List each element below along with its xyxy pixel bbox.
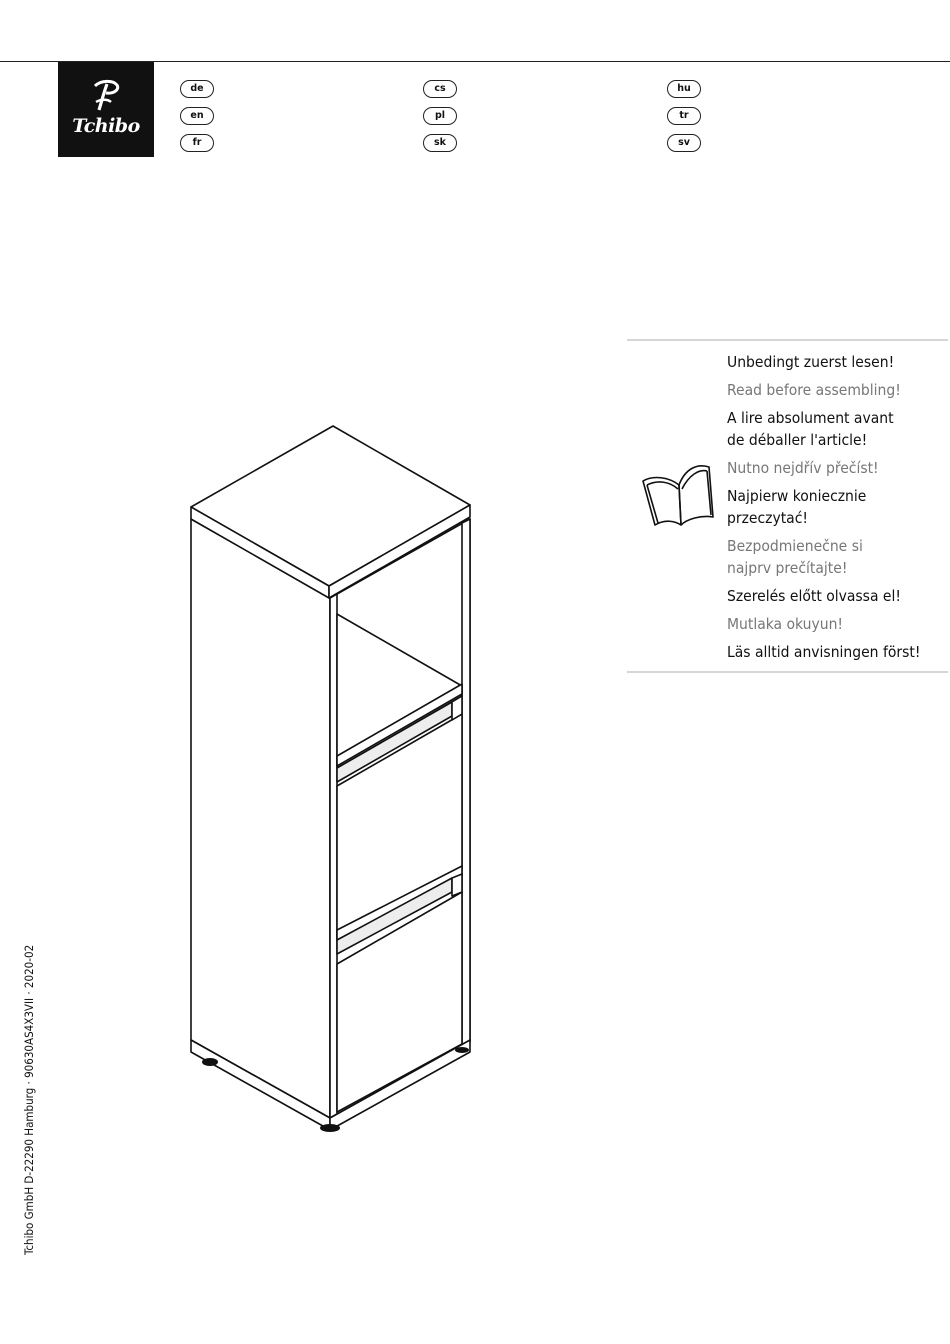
read-first-list bbox=[727, 351, 947, 669]
lang-badge-tr: tr bbox=[667, 107, 701, 125]
read-line-de: Unbedingt zuerst lesen! bbox=[727, 353, 895, 371]
lang-badge-cs: cs bbox=[423, 80, 457, 98]
tchibo-logo bbox=[58, 62, 154, 157]
open-book-icon bbox=[641, 459, 717, 529]
lang-badge-sv: sv bbox=[667, 134, 701, 152]
logo-wordmark: Tchibo bbox=[72, 115, 140, 137]
read-line-sk: Bezpodmienečne si najprv prečítajte! bbox=[727, 537, 863, 577]
lang-badge-fr: fr bbox=[180, 134, 214, 152]
read-box-top-rule bbox=[627, 339, 948, 341]
read-box-bottom-rule bbox=[627, 671, 948, 673]
lang-badge-hu: hu bbox=[667, 80, 701, 98]
imprint-text: Tchibo GmbH D-22290 Hamburg · 90630AS4X3VII · 2020-02 bbox=[22, 944, 36, 1255]
read-line-cs: Nutno nejdřív přečíst! bbox=[727, 459, 879, 477]
lang-badge-en: en bbox=[180, 107, 214, 125]
lang-badge-de: de bbox=[180, 80, 214, 98]
read-line-tr: Mutlaka okuyun! bbox=[727, 615, 844, 633]
cabinet-illustration bbox=[170, 410, 490, 1140]
read-line-hu: Szerelés előtt olvassa el! bbox=[727, 587, 901, 605]
tchibo-mark-icon bbox=[91, 78, 121, 114]
read-first-box bbox=[627, 339, 948, 674]
lang-badge-pl: pl bbox=[423, 107, 457, 125]
read-line-pl: Najpierw koniecznie przeczytać! bbox=[727, 487, 867, 527]
read-line-en: Read before assembling! bbox=[727, 381, 901, 399]
read-line-fr: A lire absolument avant de déballer l'article! bbox=[727, 409, 894, 449]
lang-badge-sk: sk bbox=[423, 134, 457, 152]
read-line-sv: Läs alltid anvisningen först! bbox=[727, 643, 921, 661]
